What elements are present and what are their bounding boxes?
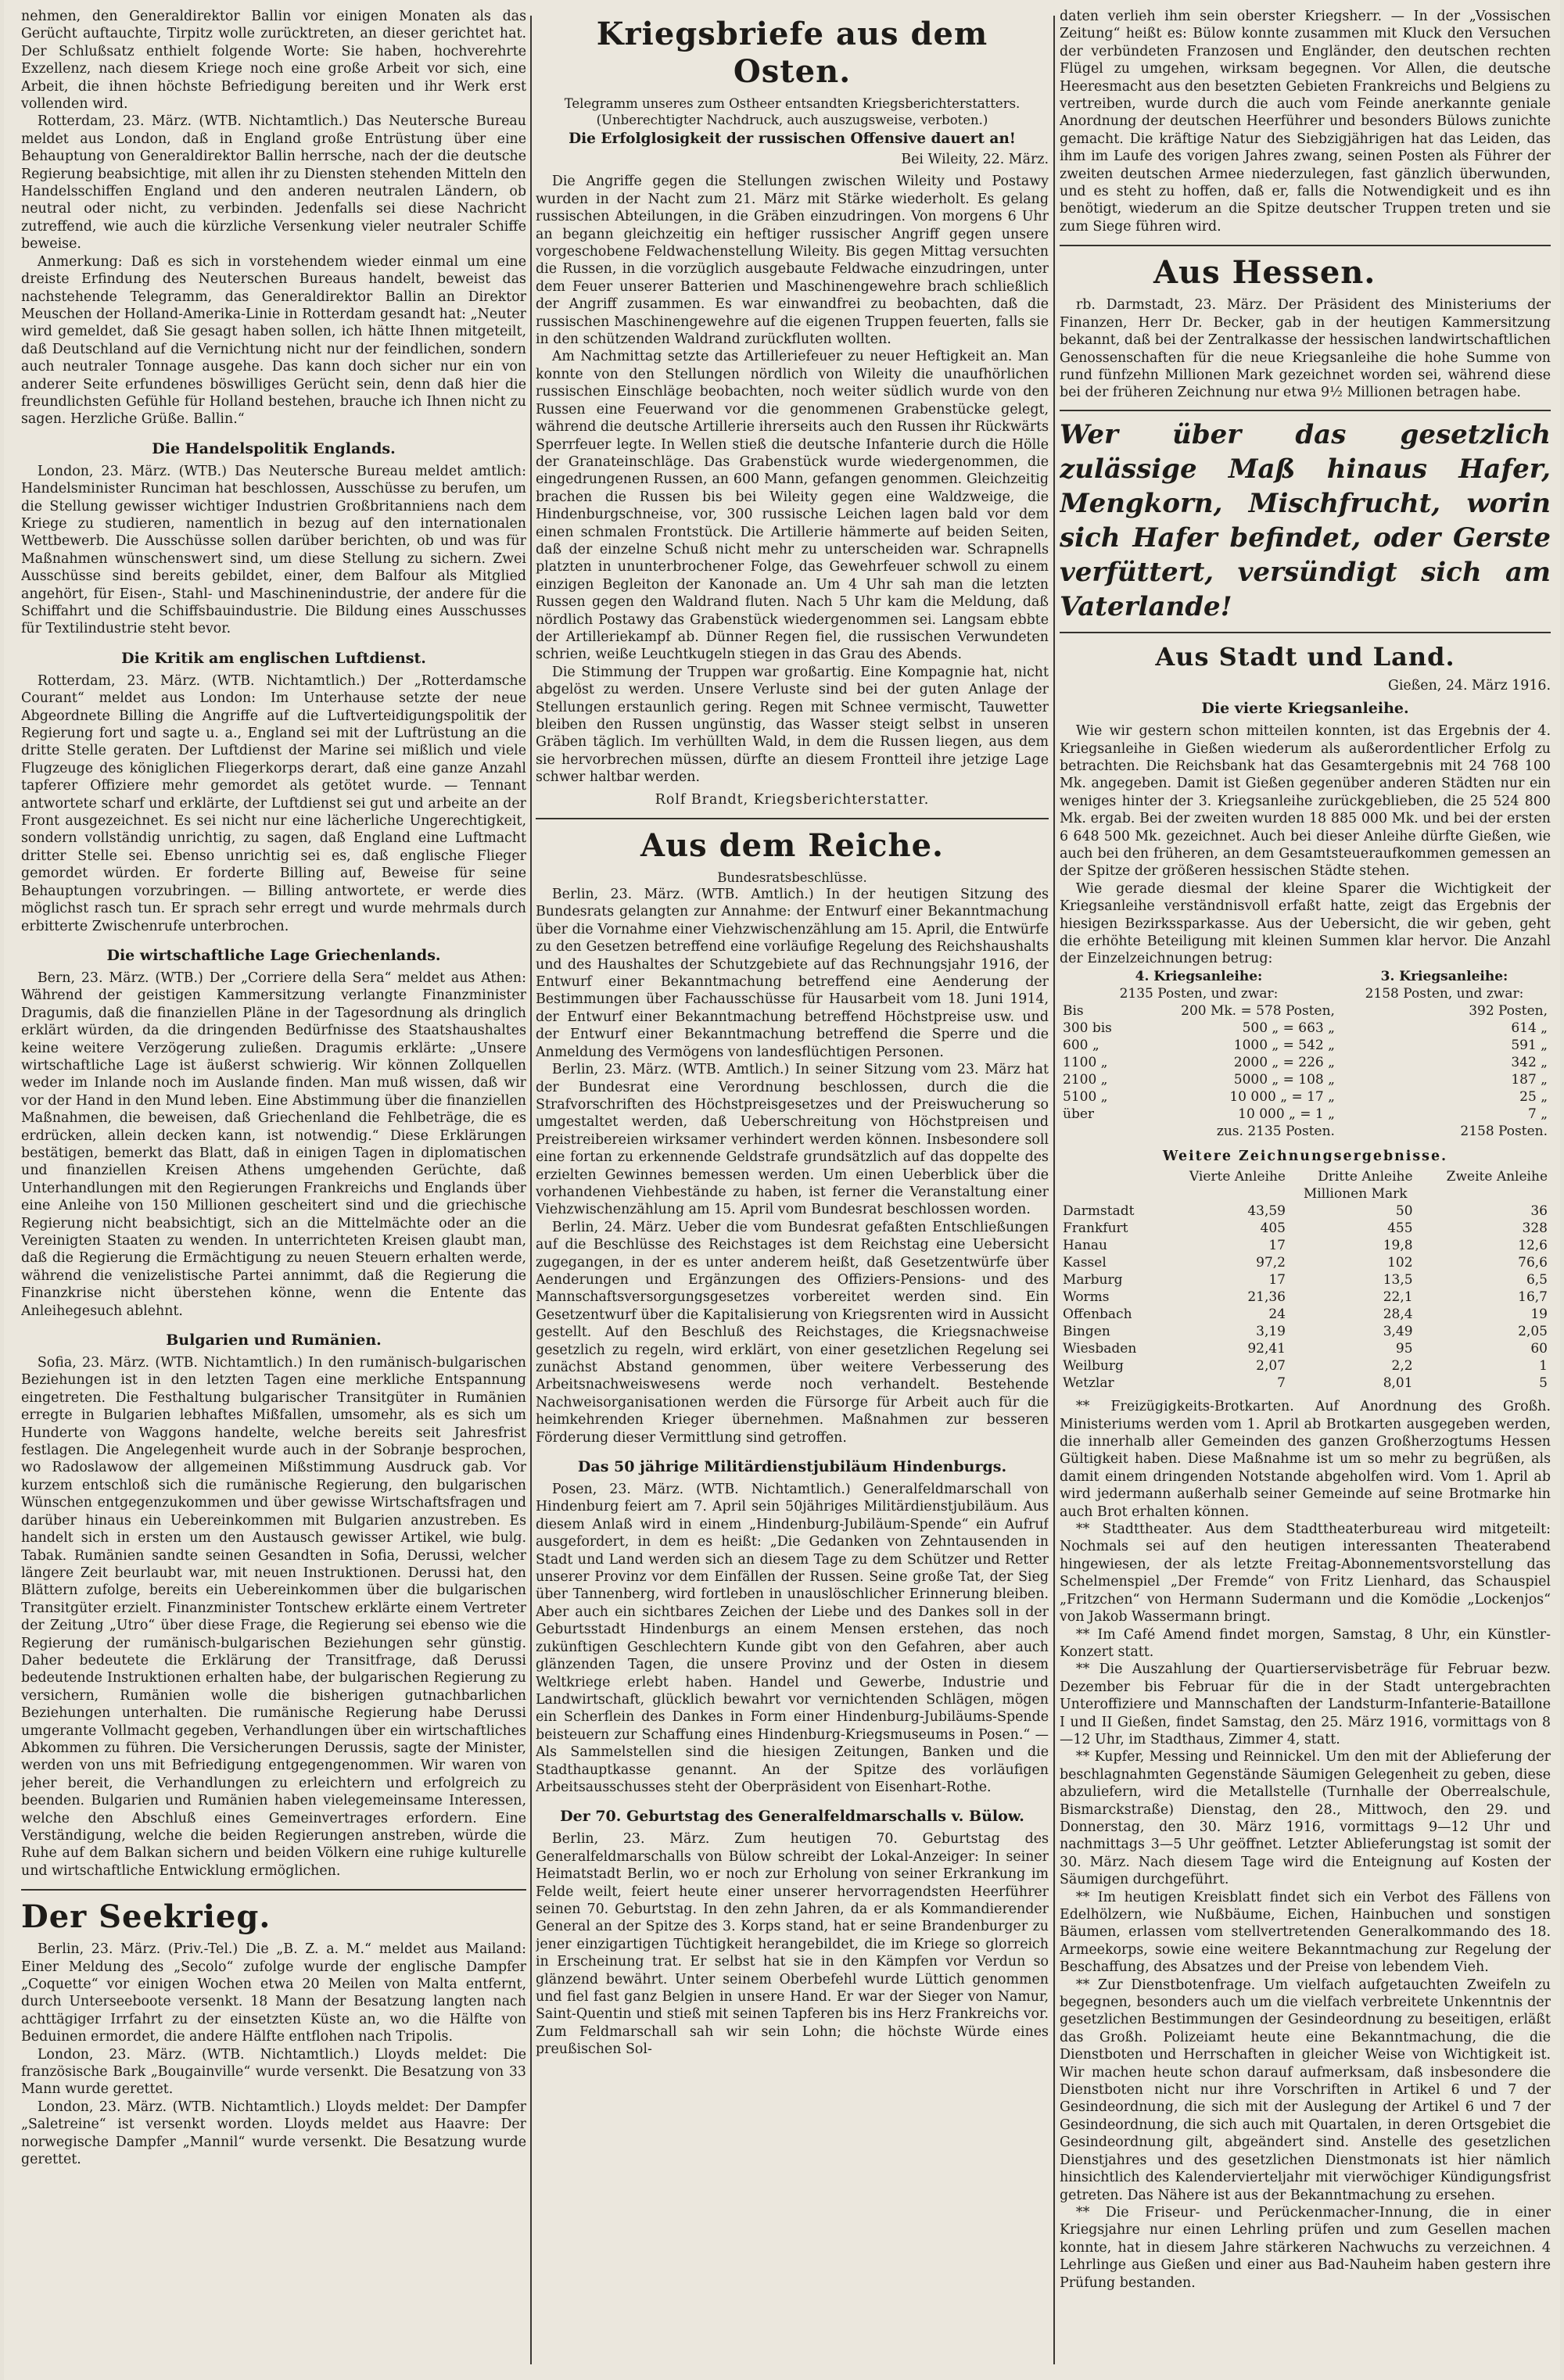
paragraph: Wie gerade diesmal der kleine Sparer die Wichtigkeit der Kriegsanleihe verständnisvoll erfaßt hatte, zeigt das Ergebnis der hiesigen Bezirkssparkasse. Aus der Uebersicht, die wir geben, geht die erhöhte Beteiligung mit kleinen Summen klar hervor. Die Anzahl der Einzelzeichnungen betrug:	[1060, 880, 1551, 967]
table-row	[1060, 1271, 1551, 1289]
paragraph: London, 23. März. (WTB. Nichtamtlich.) Lloyds meldet: Der Dampfer „Saletreine“ ist versenkt worden. Lloyds meldet aus Haavre: Der norwegische Dampfer „Mannil“ wurde versenkt. Die Besatzung wurde gerettet.	[21, 2099, 526, 2168]
paragraph: Sofia, 23. März. (WTB. Nichtamtlich.) In den rumänisch-bulgarischen Beziehungen ist in den letzten Tagen eine merkliche Entspannung eingetreten. Die Festhaltung bulgarischer Transitgüter in Rumänien erregte in Bulgarien lebhaftes Mißfallen, umsomehr, als es sich um Hunderte von Waggons handelte, welche bereits seit Jahresfrist festlagen. Die Angelegenheit wurde auch in der Sobranje besprochen, wo Radoslawow der allgemeinen Mißstimmung Ausdruck gab. Vor kurzem entschloß sich die rumänische Regierung, den bulgarischen Wünschen entgegenzukommen und über gewisse Wirtschaftsfragen und darüber hinaus ein Uebereinkommen mit Bulgarien anzustreben. Es handelt sich in ersten um den Austausch gewisser Artikel, wie bulg. Tabak. Rumänien sandte seinen Gesandten in Sofia, Derussi, welcher längere Zeit beurlaubt war, mit neuen Instruktionen. Derussi hat, den Blättern zufolge, bereits ein Uebereinkommen über die bulgarischen Transitgüter erzielt. Finanzminister Tontschew erklärte einem Vertreter der Zeitung „Utro“ über diese Frage, die Regierung sei ebenso wie die Regierung der rumänisch-bulgarischen Beziehungen sehr günstig. Daher bedeutete die Erklärung der Transitfrage, daß Derussi bedeutende Instruktionen erhalten habe, der bulgarischen Regierung zu versichern, Rumänien wolle die bisherigen gutnachbarlichen Beziehungen unterhalten. Die rumänische Regierung habe Derussi umgerante Vollmacht gegeben, Verhandlungen über ein wirtschaftliches Abkommen zu führen. Die Versicherungen Derussis, sagte der Minister, werden von uns mit Befriedigung entgegengenommen. Wir waren von jeher bereit, die Verhandlungen zu erleichtern und erfolgreich zu beenden. Bulgarien und Rumänien haben vielegemeinsame Interessen, welche den Abschluß eines Gemeinvertrages erfordern. Eine Verständigung, welche die beiden Regierungen anstreben, würde die Ruhe auf dem Balkan sichern und beiden Völkern eine ruhige kulturelle und wirtschaftliche Entwicklung ermöglichen.	[21, 1355, 526, 1879]
table-subheader: 2158 Posten, und zwar:	[1365, 985, 1524, 1002]
section-heading: Die wirtschaftliche Lage Griechenlands.	[106, 946, 441, 964]
table-header: Dritte Anleihe	[1318, 1169, 1413, 1185]
table-row	[1060, 1254, 1551, 1271]
table-cell: Darmstadt	[1063, 1203, 1135, 1220]
paragraph: Posen, 23. März. (WTB. Nichtamtlich.) Generalfeldmarschall von Hindenburg feiert am 7. April sein 50jähriges Militärdienstjubiläum. Aus diesem Anlaß wird in einem „Hindenburg-Jubiläum-Spende“ ein Aufruf ausgefordert, in dem es heißt: „Die Gedanken von Zehntausenden in Stadt und Land werden sich an diesem Tage zu dem Schützer und Retter unserer Provinz vor dem Einfällen der Russen. Seine große Tat, der Sieg über Tannenberg, wird fortleben in unauslöschlicher Erinnerung bleiben. Aber auch ein sichtbares Zeichen der Liebe und des Dankes soll in der Geburtsstadt Hindenburgs an einem Mensen erstehen, das noch zukünftigen Geschlechtern Kunde gibt von den Gefahren, aber auch glänzenden Tagen, die unsere Provinz und der Osten in diesem Weltkriege erlebt haben. Handel und Gewerbe, Industrie und Landwirtschaft, glücklich bewahrt vor vernichtenden Schlägen, mögen ein Scherflein des Dankes in Form einer Hindenburg-Jubiläums-Spende beisteuern zur Schaffung eines Hindenburg-Kriegsmuseums in Posen.“ — Als Sammelstellen sind die hiesigen Zeitungen, Banken und die Stadthauptkasse genannt. An der Spitze des vorläufigen Arbeitsausschusses steht der Oberpräsident von Eisenhart-Rothe.	[536, 1482, 1049, 1795]
table-cell: 10 000 „ = 1 „	[1238, 1106, 1335, 1122]
paragraph: ** Die Friseur- und Perückenmacher-Innung, die in einer Kriegsjahre nur einen Lehrling prüfen und zum Gesellen machen konnte, hat in diesem Jahre stärkeren Nachwuchs zu verzeichnen. 4 Lehrlinge aus Gießen und einer aus Bad-Nauheim haben gestern ihre Prüfung bestanden.	[1060, 2204, 1551, 2291]
table-cell: 5100 „	[1063, 1088, 1108, 1105]
table-cell: 328	[1522, 1220, 1548, 1237]
table-cell: 591 „	[1511, 1037, 1548, 1053]
paragraph: Am Nachmittag setzte das Artilleriefeuer zu neuer Heftigkeit an. Man konnte von den Stellungen nördlich von Wileity die unaufhörlichen russischen Einschläge beobachten, noch weiter südlich wurde von den Russen eine Feuerwand vor die genommenen Grabenstücke gelegt, während die deutsche Artillerie ihrerseits auch den Russen ihr Rückwärts Sperrfeuer legte. In Wellen stieß die deutsche Infanterie durch die Hölle der Granateinschläge. Das Grabenstück wurde wiedergenommen, die eingedrungenen Russen, an 600 Mann, gefangen genommen. Gleichzeitig brachen die Russen bis bei Wileity gegen eine Waldzweige, die Hindenburgschneise, vor, 300 russische Leichen lagen bald vor dem einen schmalen Frontstück. Die Artillerie hämmerte auf beiden Seiten, daß der einzelne Schuß nicht mehr zu unterscheiden war. Schrapnells platzten in ununterbrochener Folge, das Gewehrfeuer schwoll zu einem einzigen Begleiton der Kanonade an. Um 4 Uhr sah man die letzten Russen gegen den Waldrand fluten. Nach 5 Uhr kam die Meldung, daß nördlich Postawy das Grabenstück wiedergenommen sei. Langsam ebbte der Artilleriekampf ab. Dünner Regen fiel, die russischen Verwundeten schrien, weiße Leuchtkugeln stiegen in das Grau des Abends.	[536, 349, 1049, 663]
table-header: Zweite Anleihe	[1446, 1169, 1548, 1185]
results-table	[1060, 1168, 1551, 1392]
table-cell: 17	[1268, 1238, 1286, 1254]
table-cell: 2100 „	[1063, 1071, 1108, 1088]
column-right	[1060, 8, 1551, 2374]
section-heading: Das 50 jährige Militärdienstjubiläum Hindenburgs.	[577, 1458, 1007, 1476]
section-heading: Die Handelspolitik Englands.	[152, 439, 396, 457]
table-cell: Weilburg	[1063, 1358, 1124, 1375]
table-total: zus. 2135 Posten.	[1216, 1123, 1335, 1139]
newspaper-page	[4, 0, 1560, 2380]
table-row	[1060, 1289, 1551, 1306]
table-row	[1060, 1340, 1551, 1357]
table-unit: Millionen Mark	[1303, 1186, 1408, 1203]
separator	[536, 818, 1049, 819]
paragraph: Die Angriffe gegen die Stellungen zwischen Wileity und Postawy wurden in der Nacht zum 21. März mit Stärke wiederholt. Es gelang russischen Abteilungen, in die Gräben einzudringen. Von morgens 6 Uhr an begann gleichzeitig ein heftiger russischer Angriff gegen unsere vorgeschobene Feldwachenstellung Wileity. Bis gegen Mittag versuchten die Russen, in die vorzüglich ausgebaute Feldwache einzudringen, unter dem Feuer unserer Batterien und Maschinengewehre brach schließlich der Angriff zusammen. Es war einwandfrei zu beobachten, daß die russischen Maschinengewehre auf die eigenen Truppen feuerten, falls sie in den schützenden Waldrand zurückfluten wollten.	[536, 174, 1049, 348]
paragraph: Rotterdam, 23. März. (WTB. Nichtamtlich.) Der „Rotterdamsche Courant“ meldet aus London: Im Unterhause setzte der neue Abgeordnete Billing die Angriffe auf die Luftverteidigungspolitik der Regierung fort und sagte u. a., England sei mit der Luftrüstung an die dritte Stelle geraten. Der Luftdienst der Marine sei mißlich und viele Flugzeuge des königlichen Fliegerkorps derart, daß eine ganze Anzahl tapferer Offiziere mehr gemordet als getötet wurde. — Tennant antwortete scharf und erklärte, der Luftdienst sei gut und arbeite an der Front ausgezeichnet. Es sei nicht nur eine lächerliche Ungerechtigkeit, sondern vollständig unrichtig, zu sagen, daß England eine Luftmacht dritter Stelle sei. Ebenso unrichtig sei es, daß englische Flieger gemordet würden. Er forderte Billing auf, Beweise für seine Behauptungen vorzubringen. — Billing antwortete, er werde dies möglichst rasch tun. Er sprach sehr erregt und wurde mehrmals durch erbitterte Zwischenrufe unterbrochen.	[21, 672, 526, 934]
section-title: Aus Stadt und Land.	[1155, 641, 1455, 672]
table-cell: 300 bis	[1063, 1020, 1112, 1036]
table-header: Vierte Anleihe	[1189, 1169, 1286, 1185]
subtitle: Telegramm unseres zum Ostheer entsandten Kriegsberichterstatters.	[564, 96, 1021, 111]
table-cell: 50	[1395, 1203, 1413, 1220]
table-cell: 187 „	[1511, 1071, 1548, 1088]
subscription-table	[1060, 968, 1551, 1140]
paragraph: Berlin, 23. März. (Priv.-Tel.) Die „B. Z. a. M.“ meldet aus Mailand: Einer Meldung des „Secolo“ zufolge wurde der englische Dampfer „Coquette“ vor einigen Wochen etwa 20 Meilen von Malta entfernt, durch Unterseeboote versenkt. 18 Mann der Besatzung langten nach achttägiger Irrfahrt zu der einsetzten Küste an, wo die Hälfte von Beduinen ermordet, die andere Hälfte entflohen nach Tripolis.	[21, 1941, 526, 2045]
separator	[21, 1889, 526, 1891]
paragraph: Berlin, 23. März. Zum heutigen 70. Geburtstag des Generalfeldmarschalls von Bülow schreibt der Lokal-Anzeiger: In seiner Heimatstadt Berlin, wo er noch zur Erholung von seiner Erkrankung im Felde weilt, feiert heute einer unserer hervorragendsten Heerführer seinen 70. Geburtstag. In den zehn Jahren, da er als Kommandierender General an der Spitze des 3. Korps stand, hat er seine Brandenburger zu jener einzigartigen Tüchtigkeit herangebildet, die im Kriege so glorreich in Erscheinung trat. Er selbst hat sie in den Kämpfen vor Verdun so glänzend bewährt. Unter seinem Oberbefehl wurde Lüttich genommen und fiel fast ganz Belgien in unsere Hand. Er war der Sieger von Namur, Saint-Quentin und stieß mit seinen Tapferen bis ins Herz Frankreichs vor. Zum Feldmarschall sah wir sein Lohn; die höchste Würde eines preußischen Sol-	[536, 1831, 1049, 2058]
paragraph: Berlin, 24. März. Ueber die vom Bundesrat gefaßten Entschließungen auf die Beschlüsse des Reichstages ist dem Reichstag eine Uebersicht zugegangen, in der es unter anderem heißt, daß Gesetzentwürfe über Aenderungen und Ergänzungen des Offiziers-Pensions- und des Mannschaftsversorgungsgesetzes vorbereitet werden sind. Ein Gesetzentwurf über die Kapitalisierung von Kriegsrenten wird in Aussicht gestellt. Auf den Beschluß des Reichstages, die Kriegsnachweise gesetzlich zu regeln, wird erklärt, von einer gesetzlichen Regelung sei zunächst Abstand genommen, über weitere Verbesserung des Arbeitsnachweiswesens werde noch verhandelt. Bestehende Nachweisorganisationen werden die Fürsorge für Arbeit auch für die heimkehrenden Krieger übernehmen. Maßnahmen zur besseren Förderung dieser Vermittlung sind getroffen.	[536, 1219, 1049, 1446]
table-cell: 3,19	[1256, 1324, 1286, 1340]
table-row	[1060, 1306, 1551, 1323]
table-cell: 13,5	[1383, 1272, 1413, 1289]
table-cell: 2000 „ = 226 „	[1233, 1054, 1335, 1070]
table-cell: Frankfurt	[1063, 1220, 1128, 1237]
table-cell: Bis	[1063, 1002, 1084, 1019]
table-cell: 392 Posten,	[1469, 1002, 1548, 1019]
section-title: Kriegsbriefe aus dem Osten.	[596, 16, 988, 90]
subtitle: (Unberechtigter Nachdruck, auch auszugsweise, verboten.)	[596, 113, 988, 127]
table-cell: 22,1	[1383, 1289, 1413, 1306]
paragraph: ** Stadttheater. Aus dem Stadttheaterbureau wird mitgeteilt: Nochmals sei auf den heutigen interessanten Theaterabend hingewiesen, der als letzte Freitag-Abonnementsvorstellung das Schelmenspiel „Der Fremde“ von Fritz Lienhard, das Schauspiel „Fritzchen“ von Hermann Sudermann und die Komödie „Lockenjos“ von Jakob Wassermann bringt.	[1060, 1522, 1551, 1625]
table-total: 2158 Posten.	[1460, 1123, 1548, 1139]
table-cell: 5	[1539, 1375, 1548, 1392]
table-cell: 21,36	[1247, 1289, 1286, 1306]
table-row	[1060, 1357, 1551, 1375]
table-cell: 2,2	[1391, 1358, 1413, 1375]
table-cell: 5000 „ = 108 „	[1233, 1071, 1335, 1088]
table-cell: Bingen	[1063, 1324, 1110, 1340]
table-cell: 16,7	[1518, 1289, 1548, 1306]
dateline: Gießen, 24. März 1916.	[1387, 677, 1551, 694]
table-row	[1060, 1002, 1551, 1020]
section-title: Der Seekrieg.	[21, 1898, 271, 1936]
paragraph: ** Im heutigen Kreisblatt findet sich ein Verbot des Fällens von Edelhölzern, wie Nußbäume, Eichen, Hainbuchen und sonstigen Bäumen, erlassen vom stellvertretenden Generalkommando des 18. Armeekorps, sowie eine weitere Bekanntmachung zur Regelung der Beschaffung, des Absatzes und der Preise von lebendem Vieh.	[1060, 1889, 1551, 1976]
paragraph: ** Im Café Amend findet morgen, Samstag, 8 Uhr, ein Künstler-Konzert statt.	[1060, 1626, 1551, 1660]
paragraph: Anmerkung: Daß es sich in vorstehendem wieder einmal um eine dreiste Erfindung des Neuterschen Bureaus handelt, beweist das nachstehende Telegramm, das Generaldirektor Ballin an Direktor Meuschen der Holland-Amerika-Linie in Rotterdam gesandt hat: „Neuter wird gemeldet, daß Sie gesagt haben sollen, ich hätte Ihnen mitgeteilt, daß Deutschland auf die Vernichtung nicht nur der feindlichen, sondern auch neutraler Tonnage ausgehe. Das kann doch sicher nur ein von anderer Seite erfundenes böswilliges Gerücht sein, denn daß hier die freundlichsten Gefühle für Holland bestehen, brauche ich Ihnen nicht zu sagen. Herzliche Grüße. Ballin.“	[21, 253, 526, 428]
table-cell: 600 „	[1063, 1037, 1099, 1053]
table-row	[1060, 1237, 1551, 1254]
table-cell: 1100 „	[1063, 1054, 1108, 1070]
headline: Die Erfolglosigkeit der russischen Offensive dauert an!	[569, 131, 1016, 147]
column-rule	[1053, 16, 1055, 2364]
table-cell: Wiesbaden	[1063, 1341, 1137, 1357]
table-row	[1060, 1037, 1551, 1054]
table-cell: 12,6	[1518, 1238, 1548, 1254]
section-heading: Die Kritik am englischen Luftdienst.	[121, 649, 426, 667]
subtitle: Bundesratsbeschlüsse.	[717, 870, 867, 886]
paragraph: London, 23. März. (WTB.) Das Neutersche Bureau meldet amtlich: Handelsminister Runciman hat beschlossen, Ausschüsse zu berufen, um die Stellung gewisser wichtiger Industrien Großbritanniens nach dem Kriege zu studieren, namentlich in bezug auf den internationalen Wettbewerb. Die Ausschüsse sollen darüber berichten, ob und was für Maßnahmen wünschenswert sind, um diese Stellung zu sichern. Zwei Ausschüsse sind bereits gebildet, einer, dem Balfour als Mitglied angehört, für Eisen-, Stahl- und Maschinenindustrie, der andere für die Schiffahrt und die Schiffsbauindustrie. Die Bildung eines Ausschusses für Textilindustrie steht bevor.	[21, 463, 526, 637]
section-heading: Die vierte Kriegsanleihe.	[1201, 700, 1409, 718]
table-cell: 102	[1387, 1255, 1413, 1271]
table-cell: 60	[1530, 1341, 1548, 1357]
section-title: Aus Hessen.	[1153, 254, 1376, 292]
table-cell: 19,8	[1383, 1238, 1413, 1254]
table-cell: 25 „	[1519, 1088, 1548, 1105]
table-row	[1060, 1203, 1551, 1220]
table-cell: Worms	[1063, 1289, 1110, 1306]
table-row	[1060, 1375, 1551, 1392]
table-subheader: 2135 Posten, und zwar:	[1119, 985, 1279, 1002]
table-cell: Wetzlar	[1063, 1375, 1114, 1392]
paragraph: nehmen, den Generaldirektor Ballin vor einigen Monaten als das Gerücht auftauchte, Tirpitz wolle zurücktreten, an dieser gerichtet hat. Der Schlußsatz enthielt folgende Worte: Sie haben, hochverehrte Exzellenz, nach diesem Kriege noch eine große Arbeit vor sich, eine Arbeit, die ihnen höchste Befriedigung bereiten und ihr Werk erst vollenden wird.	[21, 9, 526, 113]
paragraph: Berlin, 23. März. (WTB. Amtlich.) In seiner Sitzung vom 23. März hat der Bundesrat eine Verordnung beschlossen, durch die die Strafvorschriften des Höchstpreisgesetzes und der Preiswucherung so umgestaltet werden, daß Ueberschreitung von Höchstpreisen und Preistreibereien wirksamer verhindert werden können. Insbesondere soll eine fortan zu erkennende Geldstrafe grundsätzlich auf das doppelte des erzielten Gewinnes bemessen werden. Um einen Ueberblick über die vorhandenen Viehbestände zu haben, ist ferner die Veranstaltung einer Viehzwischenzählung am 15. April vom Bundesrat beschlossen worden.	[536, 1062, 1049, 1218]
table-row	[1060, 1106, 1551, 1123]
table-row	[1060, 1220, 1551, 1237]
paragraph: daten verlieh ihm sein oberster Kriegsherr. — In der „Vossischen Zeitung“ heißt es: Bülow konnte zusammen mit Kluck den Versuchen der verbündeten Franzosen und Engländer, den deutschen rechten Flügel zu umgehen, wirksam begegnen. Vor Allen, die deutsche Heeresmacht aus den besetzten Gebieten Frankreichs und Belgiens zu vertreiben, wurde durch die auch vom Feinde anerkannte geniale Anordnung der deutschen Heerführer und besonders Bülows zunichte gemacht. Die kräftige Natur des Siebzigjährigen hat das Leiden, das ihm im Laufe des vorigen Jahres zwang, seinen Posten als Führer der zweiten deutschen Armee niederzulegen, fast gänzlich überwunden, und es steht zu hoffen, daß er, falls die Notwendigkeit und es ihn benötigt, wiederum an die Spitze deutscher Truppen treten und sie zum Siege führen wird.	[1060, 9, 1551, 235]
table-cell: 342 „	[1511, 1054, 1548, 1070]
paragraph: Wie wir gestern schon mitteilen konnten, ist das Ergebnis der 4. Kriegsanleihe in Gießen wiederum als außerordentlicher Erfolg zu betrachten. Die Reichsbank hat das Gesamtergebnis mit 24 768 100 Mk. angegeben. Damit ist Gießen gegenüber anderen Städten nur ein weniges hinter der 3. Kriegsanleihe zurückgeblieben, die 25 524 800 Mk. ergab. Bei der zweiten wurden 18 885 000 Mk. und bei der ersten 6 648 500 Mk. gezeichnet. Auch bei dieser Anleihe dürfte Gießen, wie auch bei den früheren, an dem Gesamtsteueraufkommen gemessen an der Spitze der größeren hessischen Städte stehen.	[1060, 723, 1551, 880]
table-cell: 36	[1530, 1203, 1548, 1220]
section-heading: Bulgarien und Rumänien.	[166, 1332, 382, 1350]
table-cell: 455	[1387, 1220, 1413, 1237]
notice-box: Wer über das gesetzlich zulässige Maß hinaus Hafer, Mengkorn, Mischfrucht, worin sich Hafer befindet, oder Gerste verfüttert, versündigt sich am Vaterlande!	[1060, 410, 1551, 633]
table-cell: Hanau	[1063, 1238, 1107, 1254]
table-cell: 97,2	[1256, 1255, 1286, 1271]
table-row	[1060, 1071, 1551, 1088]
table-cell: 10 000 „ = 17 „	[1229, 1088, 1335, 1105]
table-cell: 8,01	[1383, 1375, 1413, 1392]
author-signature: Rolf Brandt, Kriegsberichterstatter.	[655, 791, 930, 808]
table-row	[1060, 1020, 1551, 1037]
table-cell: 1	[1539, 1358, 1548, 1375]
table-cell: 614 „	[1511, 1020, 1548, 1036]
table-cell: 76,6	[1518, 1255, 1548, 1271]
table-cell: 43,59	[1247, 1203, 1286, 1220]
table-cell: 7 „	[1527, 1106, 1548, 1122]
table-cell: 92,41	[1247, 1341, 1286, 1357]
table-cell: 200 Mk. = 578 Posten,	[1181, 1002, 1335, 1019]
table-header: 4. Kriegsanleihe:	[1135, 968, 1263, 984]
column-left	[21, 8, 526, 2374]
column-middle	[536, 8, 1049, 2374]
table-cell: 95	[1395, 1341, 1413, 1357]
paragraph: Berlin, 23. März. (WTB. Amtlich.) In der heutigen Sitzung des Bundesrats gelangten zur Annahme: der Entwurf einer Bekanntmachung über die Vornahme einer Viehzwischenzählung am 15. April, die Entwürfe zu den Gesetzen betreffend eine vorläufige Regelung des Reichshaushalts und des Haushaltes der Schutzgebiete auf das Rechnungsjahr 1916, der Entwurf einer Bekanntmachung betreffend eine Aenderung der Bestimmungen über Fachausschüsse für Hausarbeit vom 18. Juni 1914, der Entwurf einer Bekanntmachung betreffend Höchstpreise usw. und der Entwurf einer Bekanntmachung betreffend die Sperre und die Anmeldung des Vermögens von landesflüchtigen Personen.	[536, 887, 1049, 1060]
table-row	[1060, 1088, 1551, 1106]
paragraph: ** Freizügigkeits-Brotkarten. Auf Anordnung des Großh. Ministeriums werden vom 1. April ab Brotkarten ausgegeben werden, die innerhalb aller Gemeinden des ganzen Großherzogtums Hessen Gültigkeit haben. Diese Maßnahme ist um so mehr zu begrüßen, als damit einem dringenden Notstande abgeholfen wird. Vom 1. April ab wird jedermann außerhalb seiner Gemeinde auf seine Brotmarke hin auch Brot erhalten können.	[1060, 1399, 1551, 1520]
table-row	[1060, 1054, 1551, 1071]
dateline: Bei Wileity, 22. März.	[901, 152, 1049, 167]
table-cell: 2,07	[1256, 1358, 1286, 1375]
paragraph: ** Die Auszahlung der Quartierservisbeträge für Februar bezw. Dezember bis Februar für die in der Stadt untergebrachten Unteroffiziere und Mannschaften der Landsturm-Infanterie-Bataillone I und II Gießen, findet Samstag, den 25. März 1916, vormittags von 8—12 Uhr, im Stadthaus, Zimmer 4, statt.	[1060, 1661, 1551, 1747]
column-rule	[530, 16, 532, 2364]
paragraph: Die Stimmung der Truppen war großartig. Eine Kompagnie hat, nicht abgelöst zu werden. Unsere Verluste sind bei der guten Anlage der Stellungen erstaunlich gering. Regen mit Schnee vermischt, Tauwetter bleiben den Russen ungünstig, das Wasser steigt selbst in unseren Gräben täglich. Im verhüllten Wald, in dem die Russen liegen, aus dem sie hervorbrechen müssen, dürfte an diesem Frontteil ihre jetzige Lage schwer haltbar werden.	[536, 664, 1049, 786]
table-cell: 3,49	[1383, 1324, 1413, 1340]
separator	[1060, 245, 1551, 246]
table-cell: 2,05	[1518, 1324, 1548, 1340]
table-cell: über	[1063, 1106, 1095, 1122]
table-cell: 24	[1268, 1306, 1286, 1323]
table-cell: 500 „ = 663 „	[1242, 1020, 1335, 1036]
paragraph: London, 23. März. (WTB. Nichtamtlich.) Lloyds meldet: Die französische Bark „Bougainville“ wurde versenkt. Die Besatzung von 33 Mann wurde gerettet.	[21, 2046, 526, 2098]
paragraph: Bern, 23. März. (WTB.) Der „Corriere della Sera“ meldet aus Athen: Während der geistigen Kammersitzung verlangte Finanzminister Dragumis, daß die finanziellen Pläne in der Tagesordnung als dringlich erklärt würden, da die dringenden Bedürfnisse des Staatshaushaltes keine weitere Verzögerung zuließen. Dragumis erklärte: „Unsere wirtschaftliche Lage ist äußerst schwierig. Wir können Zollquellen weder im Inlande noch im Auslande finden. Man muß wissen, daß wir vor der Hand in den Mund leben. Eine Abstimmung über die finanziellen Maßnahmen, die beweisen, daß Griechenland die Fehlbeträge, die es erdrücken, allein decken kann, ist notwendig.“ Diese Erklärungen bestätigen, bemerkt das Blatt, daß in einigen Tagen in diplomatischen und finanziellen Kreisen Athens umgehenden Gerüchte, daß Unterhandlungen mit den Regierungen Frankreichs und Englands über eine Anleihe von 150 Millionen gescheitert sind und die griechische Regierung nicht beabsichtigt, sich an die Mittelmächte oder an die Vereinigten Staaten zu wenden. In unterrichteten Kreisen glaubt man, daß die Regierung die Ermächtigung zu neuen Steuern erhalten werde, während die venizelistische Partei annimmt, daß die Regierung die Finanzkrise nicht überstehen könne, wenn die Entente das Anleihegesuch ablehnt.	[21, 970, 526, 1319]
paragraph: rb. Darmstadt, 23. März. Der Präsident des Ministeriums der Finanzen, Herr Dr. Becker, gab in der heutigen Kammersitzung bekannt, daß bei der Zentralkasse der hessischen landwirtschaftlichen Genossenschaften für die neue Kriegsanleihe die hohe Summe von rund fünfzehn Millionen Mark gezeichnet worden sei, während diese bei der früheren Zeichnung nur etwa 9½ Millionen betragen habe.	[1060, 297, 1551, 401]
paragraph: ** Zur Dienstbotenfrage. Um vielfach aufgetauchten Zweifeln zu begegnen, besonders auch um die vielfach verbreitete Unkenntnis der gesetzlichen Bestimmungen der Gesindeordnung zu beseitigen, erläßt das Großh. Polizeiamt heute eine Bekanntmachung, die die Dienstboten und Herrschaften in gleicher Weise von Wichtigkeit ist. Wir machen heute schon darauf aufmerksam, daß insbesondere die Dienstboten nicht nur ihre Vorschriften in Artikel 6 und 7 der Gesindeordnung, die sich mit der Auslegung der Artikel 6 und 7 der Gesindeordnung, die sich auch mit Quartalen, in deren Ortsgebiet die Gesindeordnung gilt, abgeändert sind. Anstelle des gesetzlichen Dienstjahres und des gesetzlichen Dienstmonats ist hier nämlich hinsichtlich des Kalendervierteljahr mit vierwöchiger Kündigungsfrist getreten. Das Nähere ist aus der Bekanntmachung zu ersehen.	[1060, 1977, 1551, 2203]
table-cell: Marburg	[1063, 1272, 1123, 1289]
table-header: 3. Kriegsanleihe:	[1380, 968, 1508, 984]
paragraph: ** Kupfer, Messing und Reinnickel. Um den mit der Ablieferung der beschlagnahmten Gegenstände Säumigen Gelegenheit zu geben, diese abzuliefern, wird die Metallstelle (Turnhalle der Oberrealschule, Bismarckstraße) Dienstag, den 28., Mittwoch, den 29. und Donnerstag, den 30. März 1916, vormittags 9—12 Uhr und nachmittags 3—5 Uhr geöffnet. Letzter Ablieferungstag ist somit der 30. März. Nach diesem Tage wird die Enteignung auf Kosten der Säumigen durchgeführt.	[1060, 1749, 1551, 1888]
table-cell: Kassel	[1063, 1255, 1107, 1271]
table-cell: 19	[1530, 1306, 1548, 1323]
table-row	[1060, 1323, 1551, 1340]
paragraph: Rotterdam, 23. März. (WTB. Nichtamtlich.) Das Neutersche Bureau meldet aus London, daß in England große Entrüstung über eine Behauptung von Generaldirektor Ballin herrsche, nach der die deutsche Regierung beabsichtige, mit allen ihr zu Diensten stehenden Mitteln den Handelsschiffen England und den anderen neutralen Ländern, ob neutral oder nicht, zu verbinden. Jedenfalls sei diese Nachricht zutreffend, wie auch die kürzliche Versenkung vieler neutraler Schiffe beweise.	[21, 113, 526, 253]
section-heading: Der 70. Geburtstag des Generalfeldmarschalls v. Bülow.	[560, 1808, 1024, 1826]
section-title: Aus dem Reiche.	[640, 827, 944, 865]
table-title: Weitere Zeichnungsergebnisse.	[1162, 1148, 1448, 1164]
table-cell: 28,4	[1383, 1306, 1413, 1323]
table-cell: 405	[1260, 1220, 1286, 1237]
table-cell: 6,5	[1526, 1272, 1548, 1289]
table-cell: 1000 „ = 542 „	[1233, 1037, 1335, 1053]
table-cell: 17	[1268, 1272, 1286, 1289]
table-cell: Offenbach	[1063, 1306, 1132, 1323]
table-cell: 7	[1277, 1375, 1286, 1392]
